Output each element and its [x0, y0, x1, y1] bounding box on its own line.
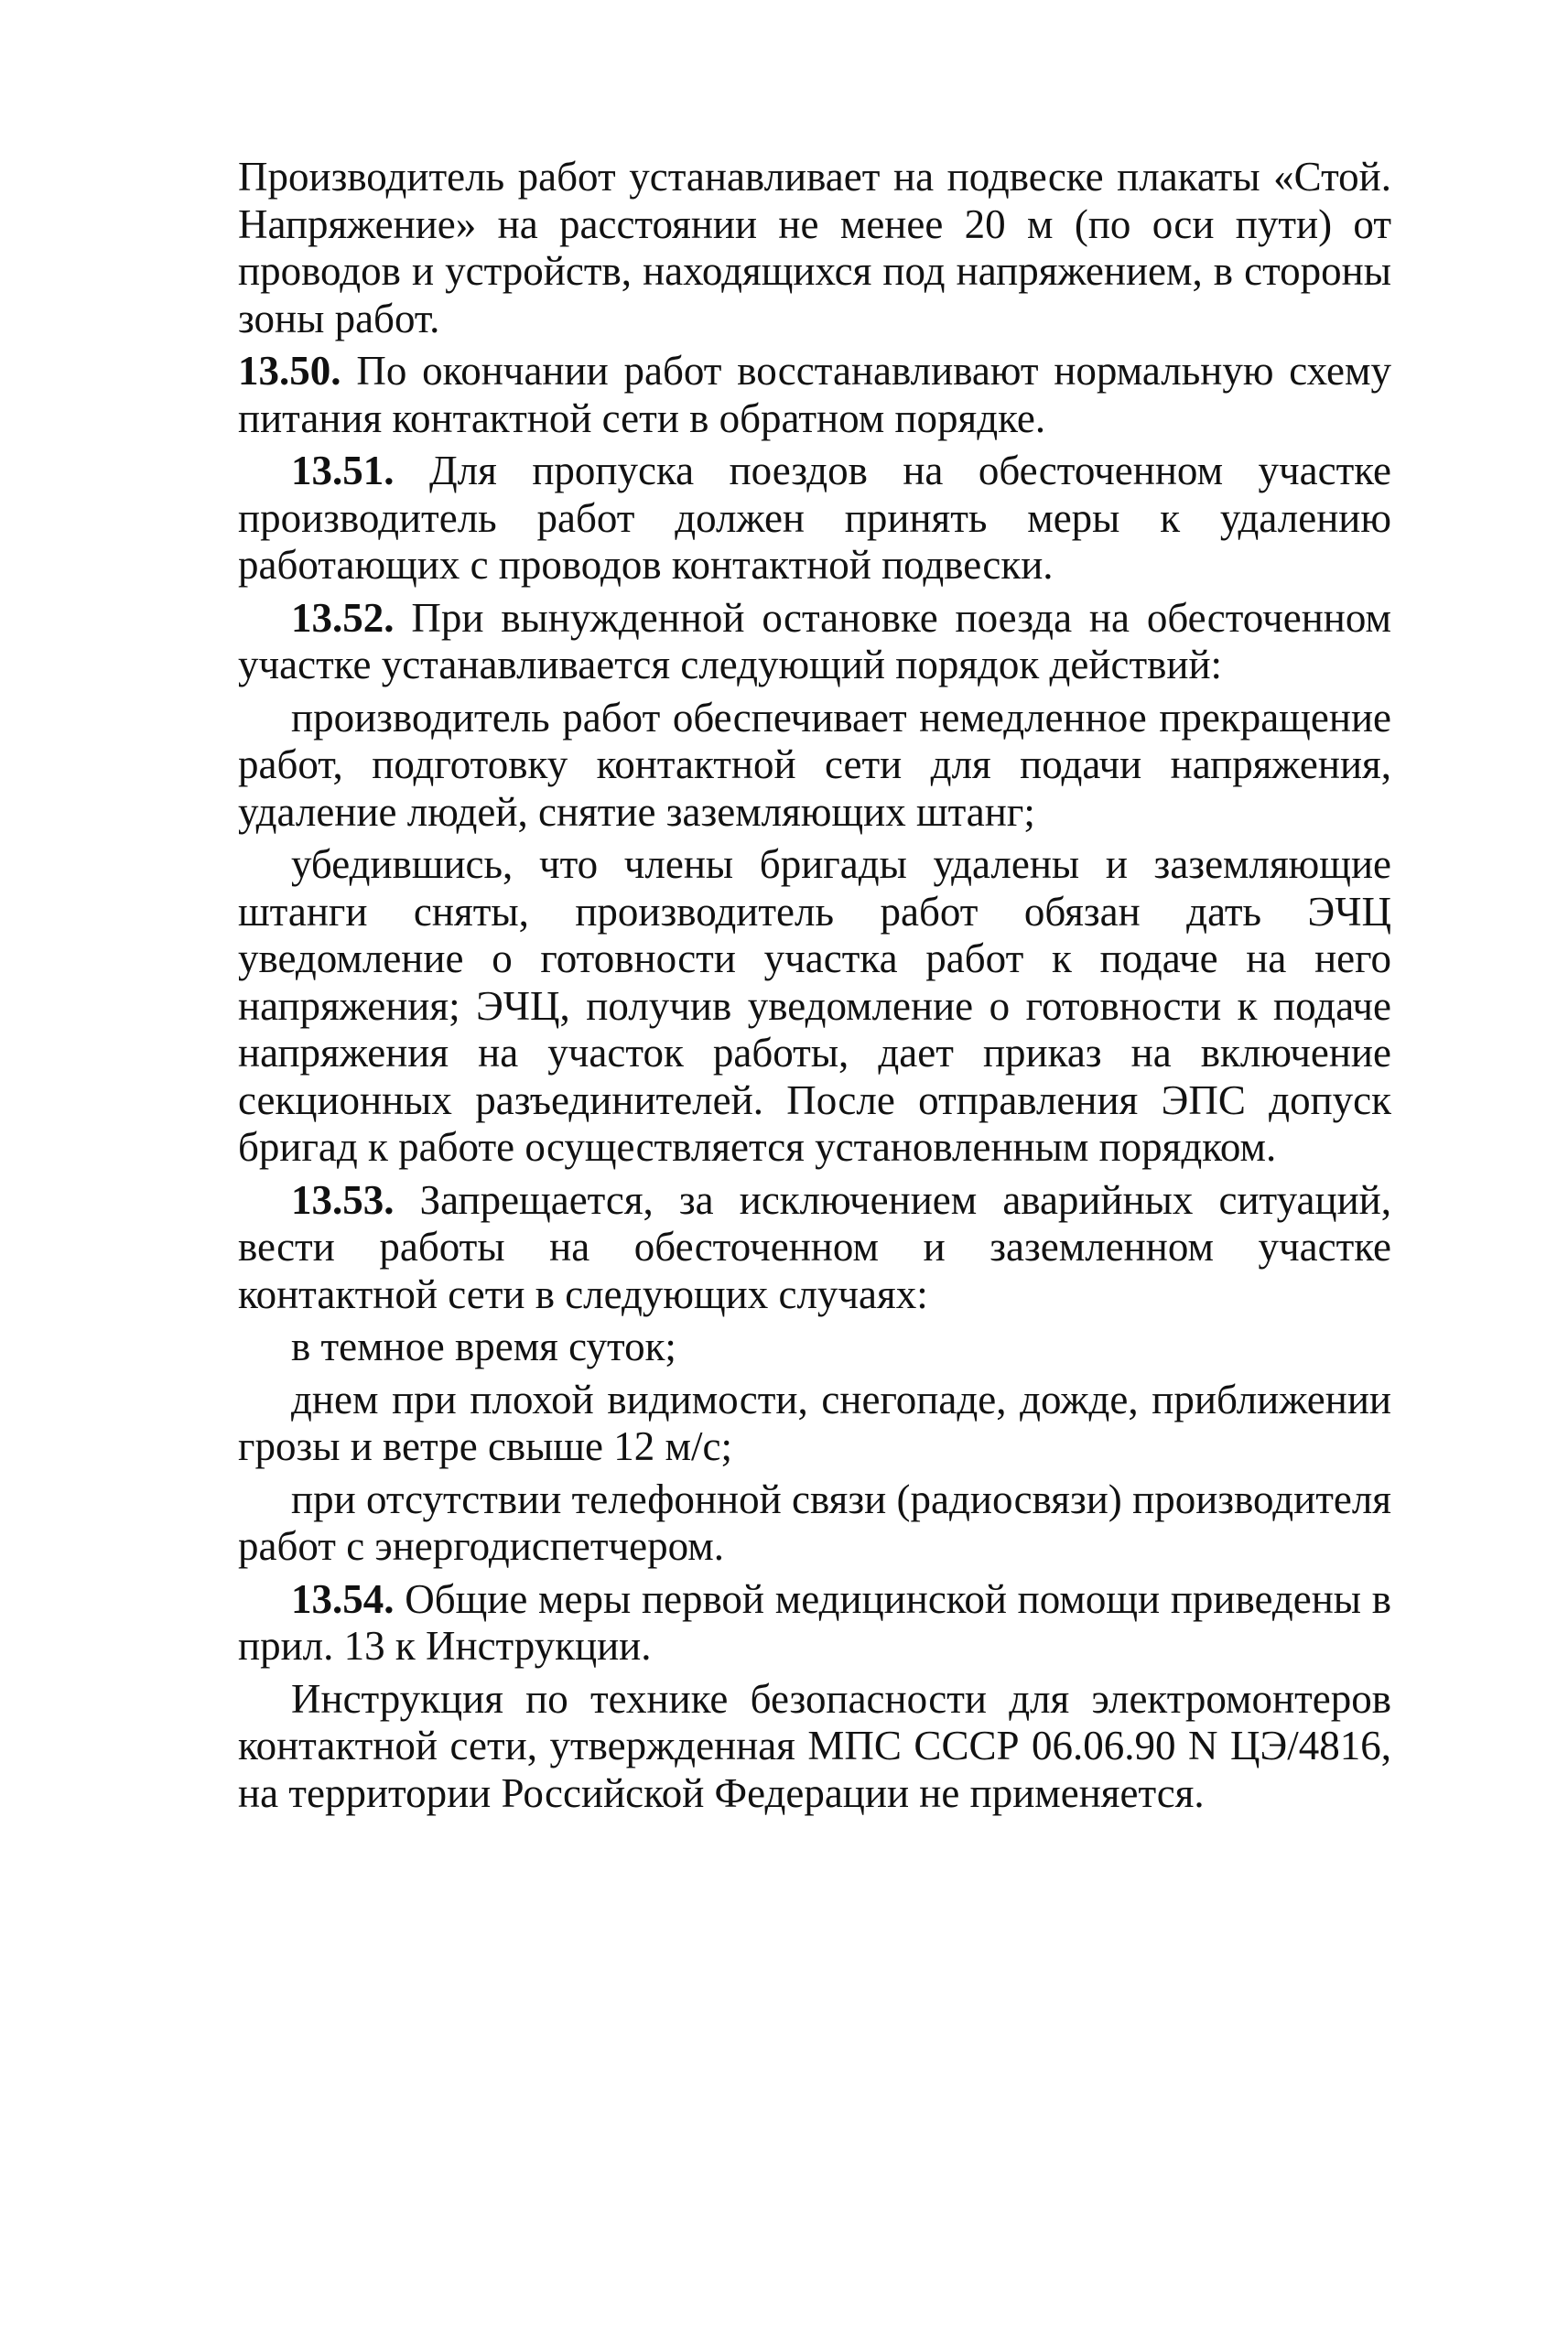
- clause-number: 13.52.: [291, 594, 395, 641]
- clause-text: По окончании работ восстанавливают нормальную схему питания контактной сети в обратном порядке.: [238, 348, 1391, 441]
- list-item: убедившись, что члены бригады удалены и заземляющие штанги сняты, производитель работ обязан дать ЭЧЦ уведомление о готовности участка работ к подаче на него напряжения; ЭЧЦ, получив уведомление о готовности к подаче напряжения на участок работы, дает приказ на включение секционных разъединителей. После отправления ЭПС допуск бригад к работе осуществляется установленным порядком.: [238, 841, 1391, 1170]
- clause-text: При вынужденной остановке поезда на обесточенном участке устанавливается следующий порядок действий:: [238, 594, 1391, 687]
- clause-text: Запрещается, за исключением аварийных ситуаций, вести работы на обесточенном и заземленном участке контактной сети в следующих случаях:: [238, 1176, 1391, 1317]
- clause-number: 13.54.: [291, 1575, 395, 1622]
- list-item: производитель работ обеспечивает немедленное прекращение работ, подготовку контактной сети для подачи напряжения, удаление людей, снятие заземляющих штанг;: [238, 694, 1391, 835]
- list-item: днем при плохой видимости, снегопаде, дожде, приближении грозы и ветре свыше 12 м/с;: [238, 1376, 1391, 1469]
- paragraph-13-52: [238, 595, 1391, 689]
- paragraph-13-54: [238, 1576, 1391, 1671]
- paragraph-13-51: [238, 448, 1391, 589]
- list-item: в темное время суток;: [291, 1324, 676, 1369]
- paragraph-placards: Производитель работ устанавливает на подвеске плакаты «Стой. Напряжение» на расстоянии не менее 20 м (по оси пути) от проводов и устройств, находящихся под напряжением, в стороны зоны работ.: [238, 154, 1391, 341]
- clause-text: Общие меры первой медицинской помощи приведены в прил. 13 к Инструкции.: [238, 1575, 1391, 1669]
- paragraph-instruction-note: Инструкция по технике безопасности для электромонтеров контактной сети, утвержденная МПС СССР 06.06.90 N ЦЭ/4816, на территории Российской Федерации не применяется.: [238, 1675, 1391, 1816]
- paragraph-13-53: [238, 1177, 1391, 1319]
- document-page: [238, 154, 1391, 1817]
- paragraph-13-50: [238, 348, 1391, 442]
- clause-number: 13.51.: [291, 448, 395, 493]
- clause-text: Для пропуска поездов на обесточенном участке производитель работ должен принять меры к удалению работающих с проводов контактной подвески.: [238, 448, 1391, 588]
- list-item: при отсутствии телефонной связи (радиосвязи) производителя работ с энергодиспетчером.: [238, 1476, 1391, 1569]
- clause-number: 13.53.: [291, 1176, 395, 1223]
- clause-number: 13.50.: [238, 348, 341, 394]
